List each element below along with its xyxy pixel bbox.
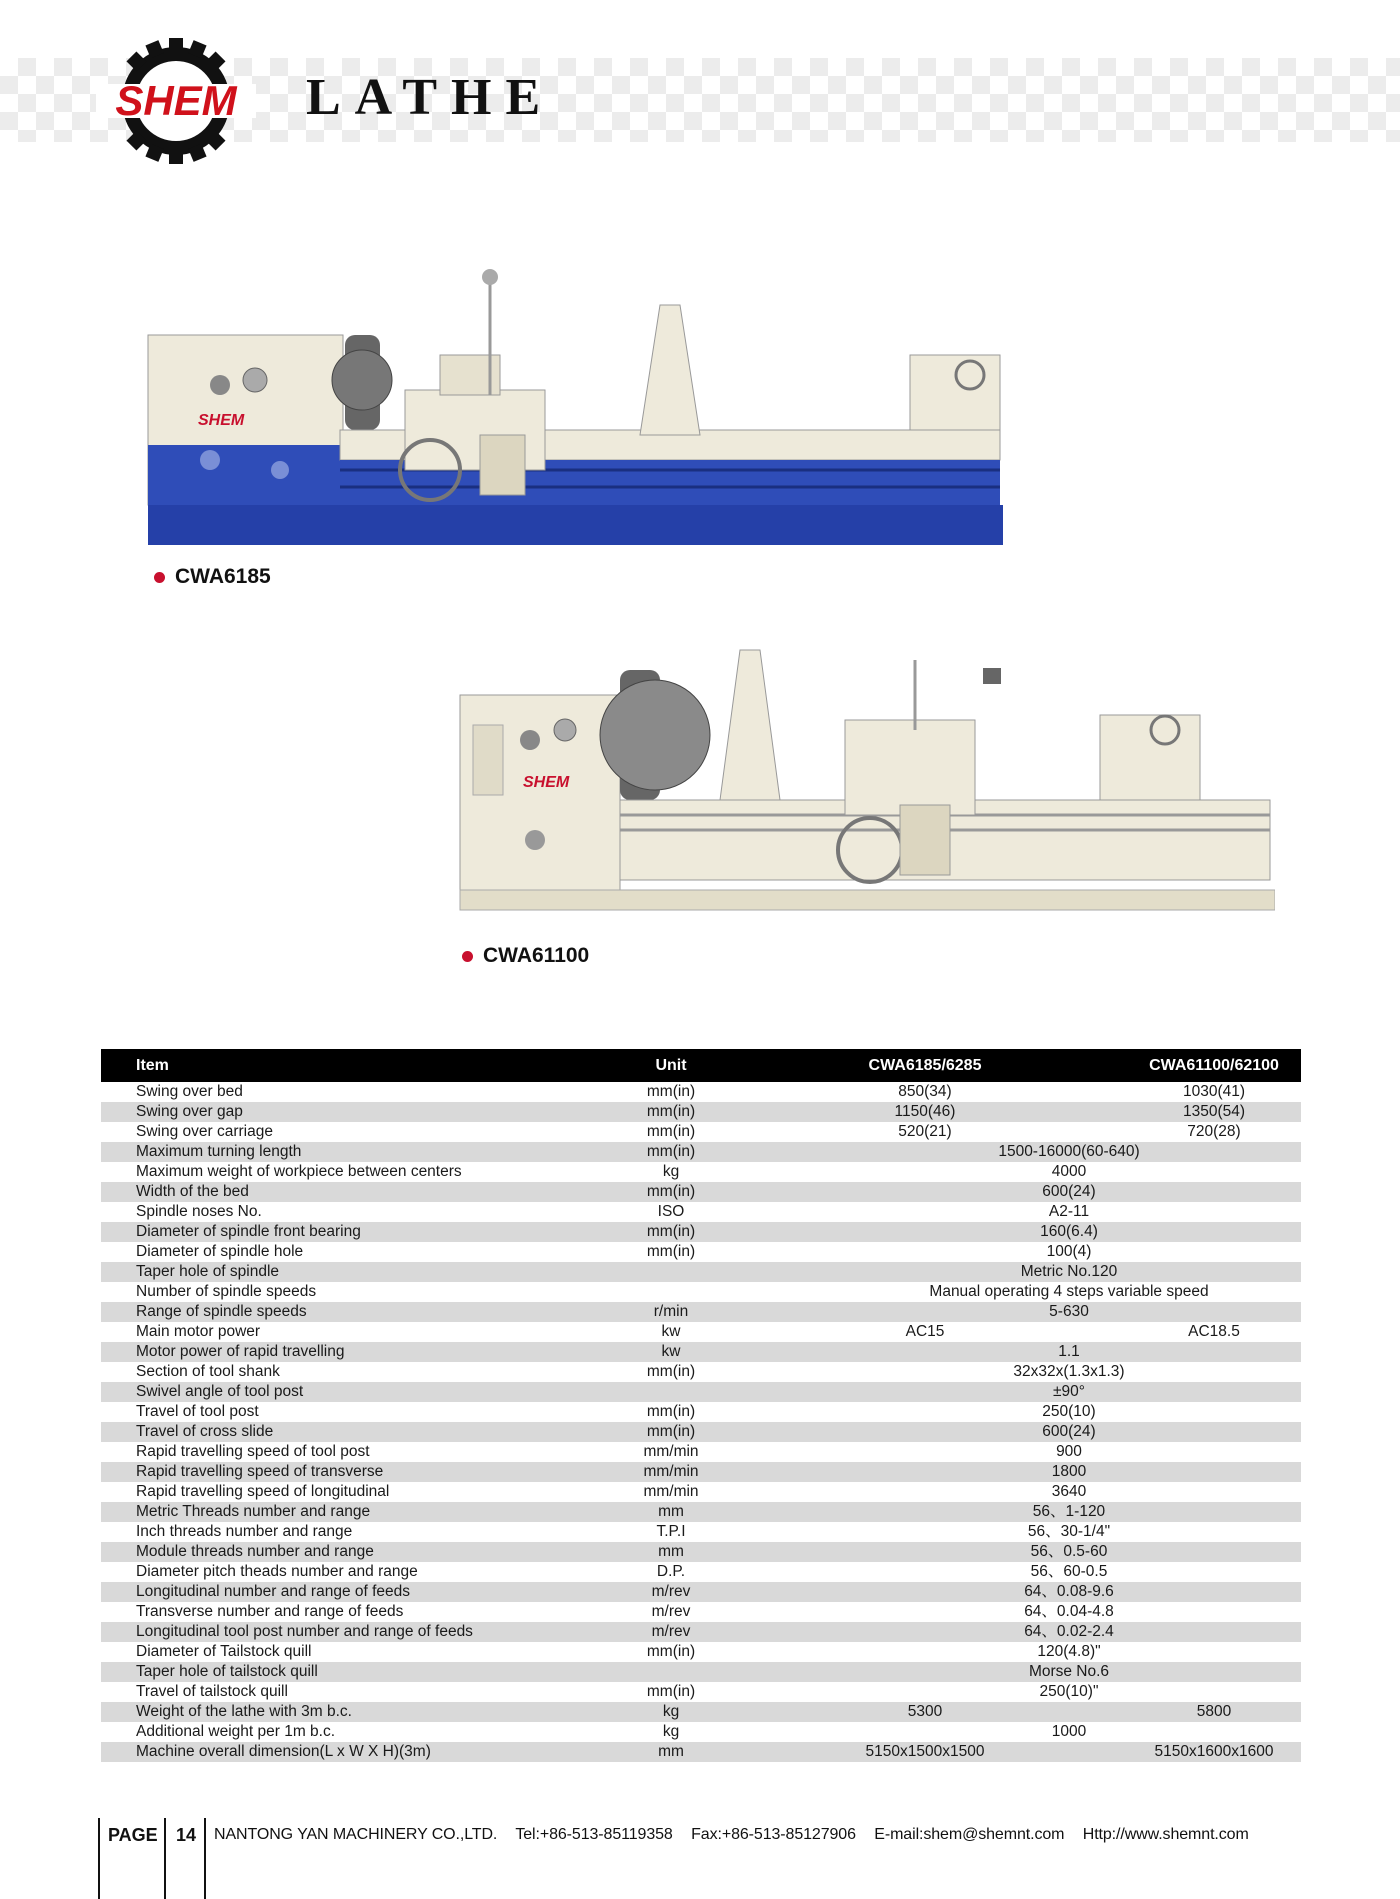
row-item: Metric Threads number and range (136, 1503, 371, 1520)
footer-contact (214, 1826, 1263, 1844)
row-unit: mm/min (643, 1443, 699, 1460)
table-row (101, 1682, 1301, 1702)
header-model2: CWA61100/62100 (1149, 1057, 1279, 1074)
row-value-both: 250(10) (1042, 1403, 1096, 1420)
table-row (101, 1642, 1301, 1662)
row-unit: mm(in) (646, 1223, 696, 1240)
row-value-both: 64、0.08-9.6 (1024, 1583, 1114, 1600)
table-row (101, 1542, 1301, 1562)
table-row (101, 1562, 1301, 1582)
row-unit: ISO (657, 1203, 685, 1220)
row-item: Width of the bed (136, 1183, 249, 1200)
footer-divider (164, 1818, 166, 1899)
table-header (101, 1049, 1301, 1082)
row-value-model1: AC15 (905, 1323, 945, 1340)
footer-page-label: PAGE (108, 1825, 158, 1845)
table-row (101, 1182, 1301, 1202)
footer-divider (98, 1818, 100, 1899)
table-row (101, 1462, 1301, 1482)
row-item: Swing over carriage (136, 1123, 273, 1140)
row-item: Diameter of spindle hole (136, 1243, 304, 1260)
row-value-both: 5-630 (1049, 1303, 1089, 1320)
row-item: Longitudinal tool post number and range of feeds (136, 1623, 473, 1640)
table-row (101, 1102, 1301, 1122)
row-value-model1: 1150(46) (894, 1103, 956, 1120)
lathe-cwa61100-image (455, 630, 1275, 930)
row-value-model1: 850(34) (898, 1083, 952, 1100)
row-item: Main motor power (136, 1323, 261, 1340)
caption-label: CWA6185 (175, 565, 271, 588)
row-unit: m/rev (651, 1603, 691, 1620)
row-unit: mm (658, 1543, 684, 1560)
row-item: Inch threads number and range (136, 1523, 353, 1540)
row-unit: kw (661, 1323, 681, 1340)
table-row (101, 1442, 1301, 1462)
table-row (101, 1522, 1301, 1542)
row-unit: mm(in) (646, 1123, 696, 1140)
row-item: Diameter pitch theads number and range (136, 1563, 418, 1580)
row-item: Travel of tailstock quill (136, 1683, 288, 1700)
row-value-both: 1800 (1051, 1463, 1087, 1480)
bullet-dot (462, 951, 473, 962)
row-value-both: Metric No.120 (1020, 1263, 1118, 1280)
row-item: Spindle noses No. (136, 1203, 262, 1220)
table-row (101, 1582, 1301, 1602)
row-unit: m/rev (651, 1583, 691, 1600)
table-row (101, 1482, 1301, 1502)
footer-fax: Fax:+86-513-85127906 (691, 1826, 856, 1843)
row-item: Motor power of rapid travelling (136, 1343, 345, 1360)
row-value-both: 100(4) (1046, 1243, 1092, 1260)
row-item: Taper hole of spindle (136, 1263, 280, 1280)
row-unit: mm (658, 1743, 684, 1760)
row-unit: mm(in) (646, 1403, 696, 1420)
table-row (101, 1282, 1301, 1302)
row-unit: mm/min (643, 1483, 699, 1500)
row-value-both: 32x32x(1.3x1.3) (1013, 1363, 1125, 1380)
row-value-model1: 5300 (907, 1703, 943, 1720)
row-value-both: 600(24) (1042, 1183, 1096, 1200)
row-value-both: 56、60-0.5 (1030, 1563, 1108, 1580)
table-row (101, 1662, 1301, 1682)
row-value-model1: 520(21) (898, 1123, 952, 1140)
bullet-dot (154, 572, 165, 583)
row-item: Machine overall dimension(L x W X H)(3m) (136, 1743, 431, 1760)
row-item: Swivel angle of tool post (136, 1383, 304, 1400)
row-item: Section of tool shank (136, 1363, 280, 1380)
row-unit: mm (658, 1503, 684, 1520)
row-value-both: 64、0.04-4.8 (1024, 1603, 1114, 1620)
row-value-both: 56、0.5-60 (1030, 1543, 1108, 1560)
footer-url[interactable]: Http://www.shemnt.com (1082, 1826, 1249, 1843)
table-row (101, 1602, 1301, 1622)
header-model1: CWA6185/6285 (868, 1057, 982, 1074)
table-row (101, 1722, 1301, 1742)
row-unit: mm(in) (646, 1363, 696, 1380)
logo-text: SHEM (115, 77, 237, 124)
row-value-both: 4000 (1051, 1163, 1087, 1180)
caption-label: CWA61100 (483, 944, 590, 967)
footer-company: NANTONG YAN MACHINERY CO.,LTD. (214, 1826, 498, 1843)
row-item: Maximum turning length (136, 1143, 302, 1160)
table-row (101, 1422, 1301, 1442)
table-row (101, 1262, 1301, 1282)
spec-table (101, 1049, 1301, 1762)
row-item: Range of spindle speeds (136, 1303, 307, 1320)
row-value-both: 1500-16000(60-640) (998, 1143, 1140, 1160)
row-unit: mm(in) (646, 1083, 696, 1100)
row-value-model2: 1350(54) (1182, 1103, 1246, 1120)
row-value-both: 64、0.02-2.4 (1024, 1623, 1114, 1640)
row-item: Rapid travelling speed of tool post (136, 1443, 370, 1460)
row-item: Diameter of spindle front bearing (136, 1223, 361, 1240)
row-value-both: 56、30-1/4" (1027, 1523, 1111, 1540)
header-unit: Unit (655, 1057, 687, 1074)
table-row (101, 1162, 1301, 1182)
table-body (101, 1082, 1301, 1762)
table-row (101, 1502, 1301, 1522)
row-item: Rapid travelling speed of longitudinal (136, 1483, 390, 1500)
row-item: Additional weight per 1m b.c. (136, 1723, 336, 1740)
row-unit: kg (662, 1163, 680, 1180)
shem-gear-logo (96, 38, 256, 164)
row-value-model2: 5150x1600x1600 (1154, 1743, 1274, 1760)
table-row (101, 1342, 1301, 1362)
row-unit: mm(in) (646, 1423, 696, 1440)
row-item: Travel of tool post (136, 1403, 259, 1420)
row-unit: T.P.I (656, 1523, 686, 1540)
table-row (101, 1122, 1301, 1142)
caption-cwa61100 (462, 944, 589, 968)
table-row (101, 1242, 1301, 1262)
page-title: LATHE (306, 69, 555, 126)
row-value-both: 120(4.8)" (1037, 1643, 1101, 1660)
caption-cwa6185 (154, 565, 271, 589)
row-value-model2: 720(28) (1187, 1123, 1241, 1140)
footer-divider (204, 1818, 206, 1899)
row-value-both: 600(24) (1042, 1423, 1096, 1440)
row-item: Weight of the lathe with 3m b.c. (136, 1703, 352, 1720)
lathe-cwa6185-image (140, 255, 1020, 575)
row-item: Number of spindle speeds (136, 1283, 317, 1300)
page-footer (98, 1818, 1318, 1899)
row-unit: mm(in) (646, 1103, 696, 1120)
row-value-both: Manual operating 4 steps variable speed (929, 1283, 1209, 1300)
table-row (101, 1622, 1301, 1642)
row-item: Module threads number and range (136, 1543, 374, 1560)
row-unit: mm(in) (646, 1683, 696, 1700)
table-row (101, 1202, 1301, 1222)
row-unit: mm(in) (646, 1183, 696, 1200)
machine1-brand: SHEM (198, 412, 245, 429)
row-unit: mm(in) (646, 1243, 696, 1260)
table-row (101, 1302, 1301, 1322)
table-row (101, 1402, 1301, 1422)
row-value-model2: 5800 (1196, 1703, 1232, 1720)
row-unit: mm(in) (646, 1143, 696, 1160)
row-value-model2: 1030(41) (1182, 1083, 1246, 1100)
row-value-both: 1.1 (1058, 1343, 1080, 1360)
row-unit: mm/min (643, 1463, 699, 1480)
row-item: Diameter of Tailstock quill (136, 1643, 312, 1660)
table-row (101, 1082, 1301, 1102)
row-unit: m/rev (651, 1623, 691, 1640)
row-value-both: 160(6.4) (1040, 1223, 1098, 1240)
row-value-both: ±90° (1053, 1383, 1085, 1400)
table-row (101, 1222, 1301, 1242)
row-value-both: 250(10)" (1039, 1683, 1099, 1700)
table-row (101, 1382, 1301, 1402)
table-row (101, 1322, 1301, 1342)
table-row (101, 1742, 1301, 1762)
row-unit: mm(in) (646, 1643, 696, 1660)
row-unit: kw (661, 1343, 681, 1360)
footer-page-number: 14 (176, 1825, 197, 1845)
row-value-both: 3640 (1051, 1483, 1087, 1500)
row-value-both: 900 (1056, 1443, 1082, 1460)
row-value-model1: 5150x1500x1500 (865, 1743, 985, 1760)
row-item: Travel of cross slide (136, 1423, 274, 1440)
row-value-both: 56、1-120 (1032, 1503, 1106, 1520)
row-item: Rapid travelling speed of transverse (136, 1463, 384, 1480)
row-value-model2: AC18.5 (1188, 1323, 1240, 1340)
table-row (101, 1362, 1301, 1382)
footer-email[interactable]: E-mail:shem@shemnt.com (874, 1826, 1065, 1843)
row-unit: kg (662, 1723, 680, 1740)
footer-tel: Tel:+86-513-85119358 (515, 1826, 673, 1843)
machine2-brand: SHEM (523, 774, 570, 791)
table-row (101, 1702, 1301, 1722)
row-unit: r/min (653, 1303, 689, 1320)
row-item: Transverse number and range of feeds (136, 1603, 404, 1620)
row-item: Swing over gap (136, 1103, 243, 1120)
row-item: Longitudinal number and range of feeds (136, 1583, 411, 1600)
row-item: Maximum weight of workpiece between centers (136, 1163, 462, 1180)
row-value-both: 1000 (1051, 1723, 1087, 1740)
row-value-both: A2-11 (1048, 1203, 1090, 1220)
row-unit: kg (662, 1703, 680, 1720)
table-row (101, 1142, 1301, 1162)
row-unit: D.P. (656, 1563, 686, 1580)
header-item: Item (136, 1057, 169, 1074)
row-item: Taper hole of tailstock quill (136, 1663, 318, 1680)
row-value-both: Morse No.6 (1028, 1663, 1110, 1680)
row-item: Swing over bed (136, 1083, 243, 1100)
